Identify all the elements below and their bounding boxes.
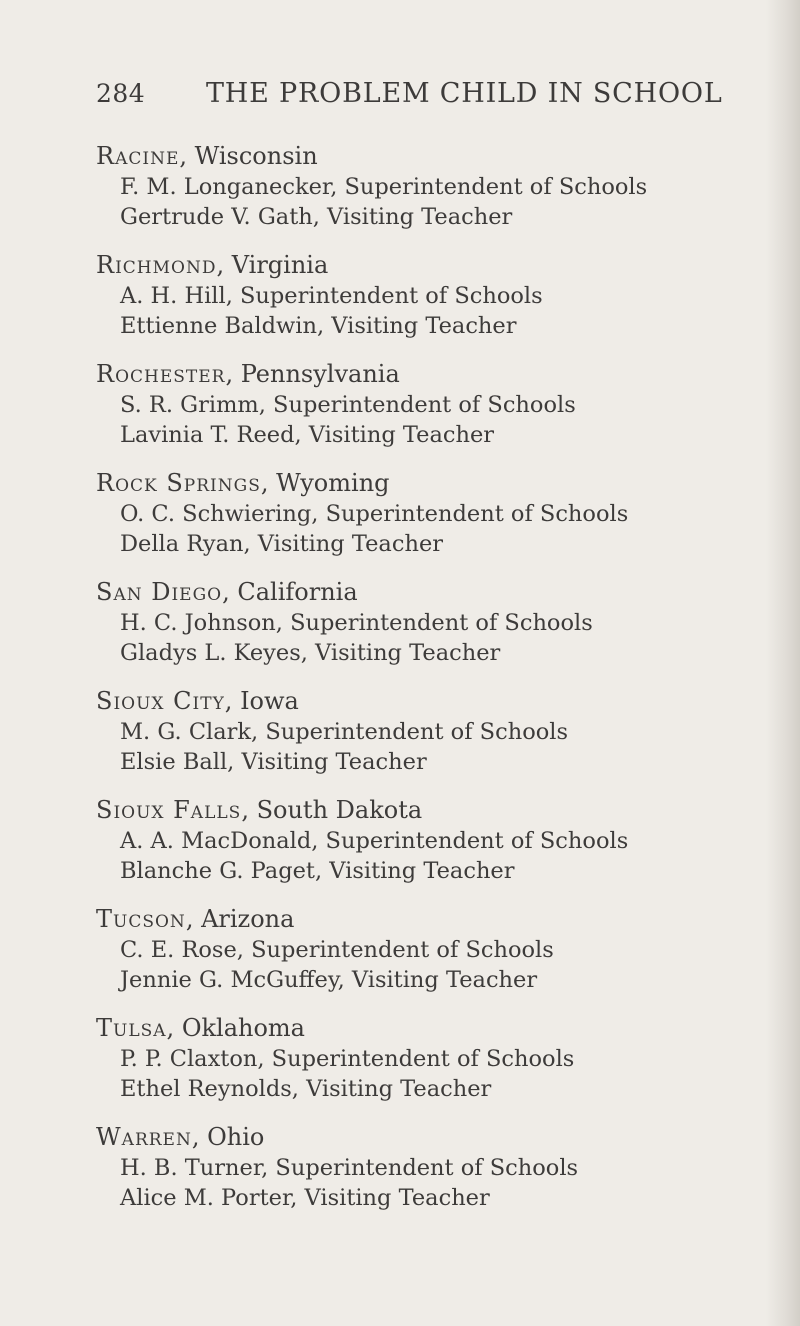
city-line: Richmond, Virginia [96, 251, 329, 279]
superintendent-line: H. C. Johnson, Superintendent of Schools [120, 610, 593, 636]
visiting-teacher-line: Ethel Reynolds, Visiting Teacher [120, 1076, 492, 1102]
city-line: Tulsa, Oklahoma [96, 1014, 305, 1042]
page-number: 284 [96, 79, 146, 108]
running-head [96, 78, 786, 118]
superintendent-line: O. C. Schwiering, Superintendent of Schools [120, 501, 629, 527]
city-name: Sioux Falls [96, 796, 242, 824]
visiting-teacher-line: Gladys L. Keyes, Visiting Teacher [120, 640, 501, 666]
directory-entry-tucson [96, 903, 786, 995]
city-name: Richmond [96, 251, 217, 279]
region-name: South Dakota [256, 796, 423, 824]
city-line: Racine, Wisconsin [96, 142, 318, 170]
superintendent-line: F. M. Longanecker, Superintendent of Schools [120, 174, 648, 200]
directory-entry-richmond [96, 249, 786, 341]
superintendent-line: M. G. Clark, Superintendent of Schools [120, 719, 569, 745]
region-name: Pennsylvania [240, 360, 400, 388]
region-name: Ohio [207, 1123, 265, 1151]
region-name: Arizona [201, 905, 295, 933]
region-name: Wisconsin [194, 142, 318, 170]
directory-entry-san-diego [96, 576, 786, 668]
visiting-teacher-line: Blanche G. Paget, Visiting Teacher [120, 858, 515, 884]
directory-entry-rock-springs [96, 467, 786, 559]
region-name: Wyoming [276, 469, 390, 497]
city-line: Rock Springs, Wyoming [96, 469, 390, 497]
city-line: Rochester, Pennsylvania [96, 360, 400, 388]
directory-entry-sioux-falls [96, 794, 786, 886]
city-name: San Diego [96, 578, 223, 606]
city-name: Sioux City [96, 687, 225, 715]
city-name: Rochester [96, 360, 226, 388]
superintendent-line: A. H. Hill, Superintendent of Schools [120, 283, 543, 309]
superintendent-line: P. P. Claxton, Superintendent of Schools [120, 1046, 575, 1072]
city-name: Tucson [96, 905, 186, 933]
superintendent-line: C. E. Rose, Superintendent of Schools [120, 937, 554, 963]
superintendent-line: A. A. MacDonald, Superintendent of Schools [120, 828, 629, 854]
directory-entry-rochester [96, 358, 786, 450]
visiting-teacher-line: Lavinia T. Reed, Visiting Teacher [120, 422, 495, 448]
city-line: Sioux Falls, South Dakota [96, 796, 423, 824]
visiting-teacher-line: Elsie Ball, Visiting Teacher [120, 749, 427, 775]
city-line: Warren, Ohio [96, 1123, 265, 1151]
visiting-teacher-line: Ettienne Baldwin, Visiting Teacher [120, 313, 517, 339]
city-line: Sioux City, Iowa [96, 687, 299, 715]
running-title: THE PROBLEM CHILD IN SCHOOL [206, 78, 723, 109]
directory-entry-tulsa [96, 1012, 786, 1104]
city-name: Tulsa [96, 1014, 167, 1042]
region-name: Iowa [240, 687, 299, 715]
visiting-teacher-line: Jennie G. McGuffey, Visiting Teacher [120, 967, 538, 993]
directory-entry-warren [96, 1121, 786, 1213]
region-name: Virginia [231, 251, 329, 279]
directory-list [96, 140, 786, 1230]
city-line: San Diego, California [96, 578, 358, 606]
city-name: Racine [96, 142, 180, 170]
superintendent-line: S. R. Grimm, Superintendent of Schools [120, 392, 576, 418]
visiting-teacher-line: Gertrude V. Gath, Visiting Teacher [120, 204, 513, 230]
city-name: Warren [96, 1123, 192, 1151]
visiting-teacher-line: Della Ryan, Visiting Teacher [120, 531, 444, 557]
directory-entry-sioux-city [96, 685, 786, 777]
visiting-teacher-line: Alice M. Porter, Visiting Teacher [120, 1185, 490, 1211]
directory-entry-racine [96, 140, 786, 232]
region-name: California [237, 578, 358, 606]
superintendent-line: H. B. Turner, Superintendent of Schools [120, 1155, 579, 1181]
city-name: Rock Springs [96, 469, 261, 497]
city-line: Tucson, Arizona [96, 905, 295, 933]
region-name: Oklahoma [181, 1014, 305, 1042]
